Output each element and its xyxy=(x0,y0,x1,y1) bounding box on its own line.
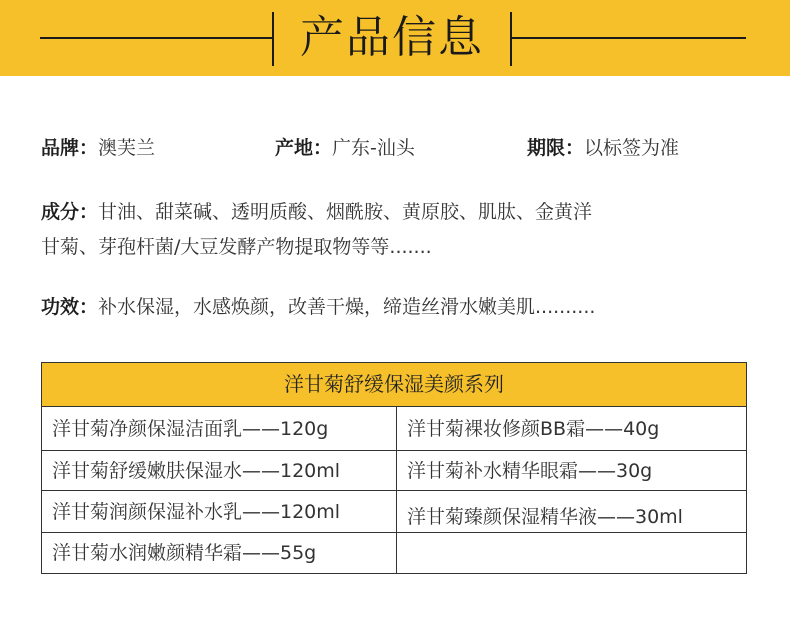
table-cell: 洋甘菊裸妆修颜BB霜——40g xyxy=(397,407,746,451)
period-value: 以标签为准 xyxy=(584,137,680,159)
header-tick-right xyxy=(510,12,512,66)
table-cell: 洋甘菊补水精华眼霜——30g xyxy=(397,451,746,491)
effect-label: 功效： xyxy=(41,296,99,318)
table-cell: 洋甘菊水润嫩颜精华霜——55g xyxy=(42,533,397,573)
header-banner xyxy=(0,0,790,76)
effect-row xyxy=(41,291,595,323)
header-line-left xyxy=(40,37,274,39)
table-cell-text: 洋甘菊臻颜保湿精华液——30ml xyxy=(407,506,683,528)
brand-row xyxy=(41,132,155,164)
series-table-title: 洋甘菊舒缓保湿美颜系列 xyxy=(42,363,746,407)
ingredients-row-2 xyxy=(41,231,432,263)
series-table-body xyxy=(42,407,746,573)
table-cell: 洋甘菊净颜保湿洁面乳——120g xyxy=(42,407,397,451)
origin-label: 产地： xyxy=(275,137,333,159)
table-cell xyxy=(397,491,746,533)
ingredients-row xyxy=(41,196,592,228)
ingredients-line2: 甘菊、芽孢杆菌/大豆发酵产物提取物等等....... xyxy=(41,236,432,258)
brand-value: 澳芙兰 xyxy=(98,137,156,159)
origin-row xyxy=(275,132,415,164)
table-cell-empty xyxy=(397,533,746,573)
origin-value: 广东-汕头 xyxy=(332,137,415,159)
period-row xyxy=(527,132,679,164)
table-cell: 洋甘菊润颜保湿补水乳——120ml xyxy=(42,491,397,533)
brand-label: 品牌： xyxy=(41,137,99,159)
series-table xyxy=(41,362,747,574)
header-line-right xyxy=(512,37,746,39)
period-label: 期限： xyxy=(527,137,585,159)
page-title: 产品信息 xyxy=(300,12,484,63)
effect-value: 补水保湿，水感焕颜，改善干燥，缔造丝滑水嫩美肌.......... xyxy=(98,296,596,318)
ingredients-label: 成分： xyxy=(41,201,99,223)
table-cell: 洋甘菊舒缓嫩肤保湿水——120ml xyxy=(42,451,397,491)
ingredients-line1: 甘油、甜菜碱、透明质酸、烟酰胺、黄原胶、肌肽、金黄洋 xyxy=(98,201,593,223)
